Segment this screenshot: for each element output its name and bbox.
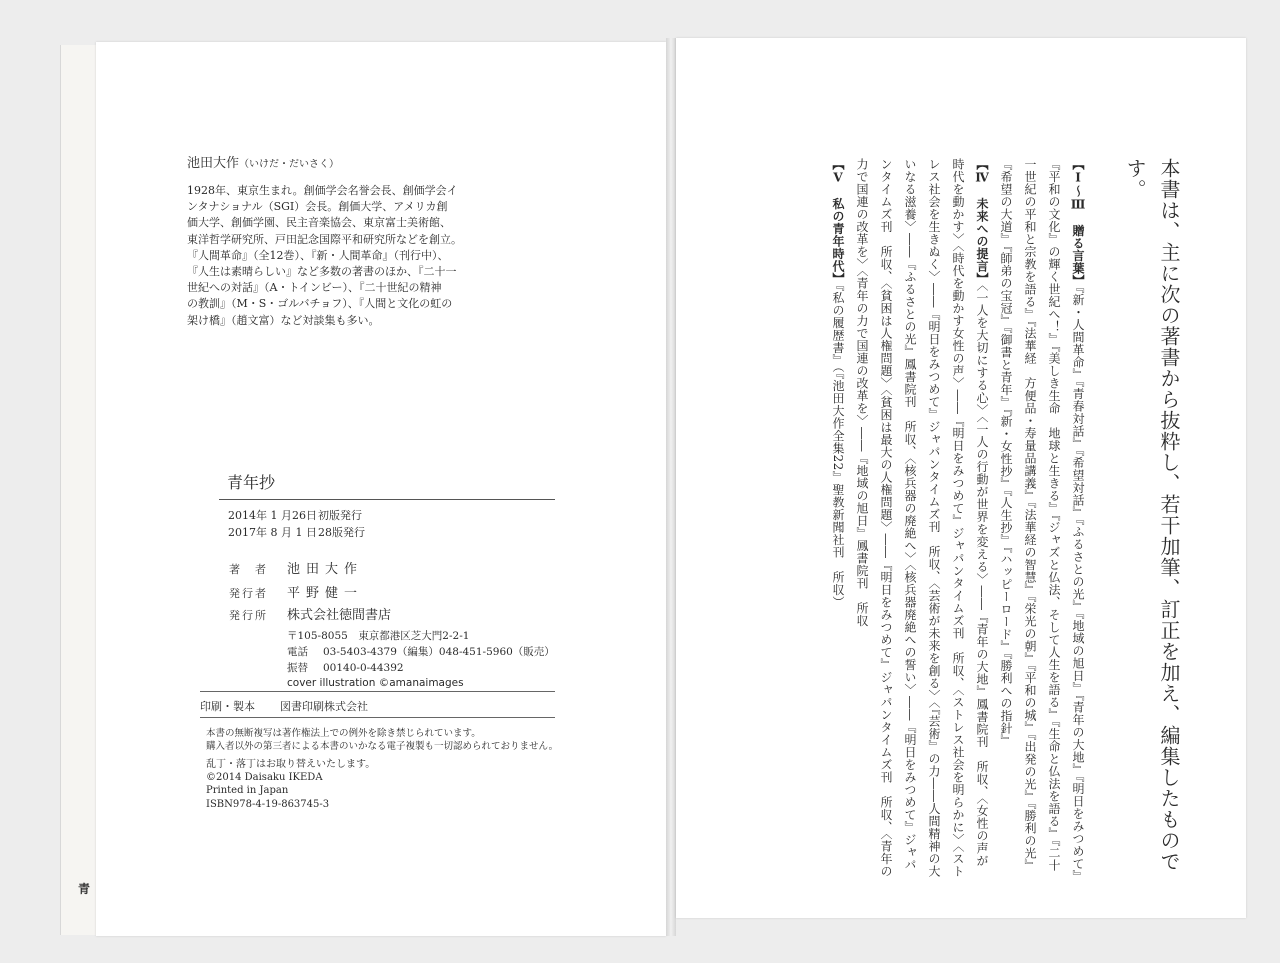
source-entry (994, 158, 1090, 878)
address-key: 電話 (287, 646, 308, 658)
copyright-notice (206, 727, 558, 753)
printing-key: 印刷・製本 (200, 700, 255, 713)
address-value: 00140-0-44392 (323, 662, 404, 674)
edition-label: 28版発行 (318, 526, 365, 539)
bio-line: 『人間革命』（全12巻）、『新・人間革命』（刊行中）、 (187, 248, 449, 262)
bio-line: 1928年、東京生まれ。創価学会名誉会長、創価学会イ (187, 184, 458, 197)
misc-line: Printed in Japan (206, 785, 289, 797)
credit-label: 発行者 (229, 587, 268, 600)
credit-value: 平野健一 (287, 586, 364, 601)
edition-row (228, 507, 362, 523)
cover-credit: cover illustration ©amanaimages (287, 677, 464, 689)
address-key: 振替 (287, 662, 308, 674)
credit-value: 池田大作 (287, 562, 364, 577)
author-heading (187, 152, 339, 171)
section-tag: 【Ⅴ 私の青年時代】 (831, 158, 845, 285)
edition-label: 初版発行 (318, 509, 362, 522)
edition-date: 2014年 1 月26日 (228, 509, 317, 522)
address-line (287, 628, 469, 643)
credit-label: 発行所 (229, 609, 268, 622)
entry-text: 〈一人を大切にする心〉〈一人の行動が世界を変える〉――『青年の大地』鳳書院刊 所収、〈女性の声が時代を動かす〉〈時代を動かす女性の声〉――『明日をみつめて』ジャパンタイムズ刊 所収、〈ストレス社会を明らかに〉〈ストレス社会を生きぬく〉――『明日をみつめて』ジャパンタイムズ刊 所収、〈芸術が未来を創る〉〈『芸術』の力――人間精神の大いなる滋養〉――『ふるさとの光』鳳書院刊 所収、〈核兵器の廃絶へ〉〈核兵器廃絶への誓い〉――『明日をみつめて』ジャパンタイムズ刊 所収、〈貧困は人権問題〉〈貧困は最大の人権問題〉――『明日をみつめて』ジャパンタイムズ刊 所収、〈青年の力で国連の改革を〉〈青年の力で国連の改革を〉――『地域の旭日』鳳書院刊 所収 (855, 158, 989, 878)
entry-text: 『新・人間革命』『青春対話』『希望対話』『ふるさとの光』『地域の旭日』『青年の大地』『明日をみつめて』『平和の文化』の輝く世紀へ！』『美しき生命 地球と生きる』『ジャズと仏法、そして人生を語る』『生命と仏法を語る』『二十一世紀の平和と宗教を語る』『法華経 方便品・寿量品講義』『法華経の智慧』『栄光の朝』『平和の城』『出発の光』『勝利の光』『希望の大道』『師弟の宝冠』『御書と青年』『新・女性抄』『人生抄』『ハッピーロード』『勝利への指針』 (999, 158, 1085, 877)
bio-line: の教訓』（M・S・ゴルバチョフ）、『人間と文化の虹の (187, 297, 453, 311)
edition-row (228, 524, 365, 540)
phone-line (287, 644, 555, 659)
sources-heading: 本書は、主に次の著書から抜粋し、若干加筆、訂正を加え、編集したものです。 (1123, 158, 1181, 872)
author-ruby: （いけだ・だいさく） (239, 159, 340, 170)
printing-line (200, 698, 368, 714)
entry-text: 『私の履歴書』（『池田大作全集22』聖教新聞社刊 所収） (831, 285, 845, 609)
print-divider (200, 691, 555, 692)
credit-label: 著 者 (229, 563, 268, 576)
credit-publisher (229, 604, 391, 623)
author-name: 池田大作 (187, 156, 240, 171)
address-value: 03-5403-4379（編集）048-451-5960（販売） (323, 646, 555, 658)
address-value: 東京都港区芝大門2-2-1 (358, 630, 470, 642)
bio-line: 『人生は素晴らしい』など多数の著書のほか、『二十一 (187, 265, 457, 279)
credit-author (229, 558, 363, 577)
print-divider (200, 717, 555, 718)
credit-value: 株式会社徳間書店 (287, 608, 392, 623)
sources-vertical-text (826, 158, 1186, 878)
book-edge (60, 45, 101, 935)
misc-line: 乱丁・落丁はお取り替えいたします。 (206, 759, 376, 770)
book-gutter (666, 38, 676, 936)
credit-publisher-person (229, 582, 363, 601)
notice-line: 購入者以外の第三者による本書のいかなる電子複製も一切認められておりません。 (206, 741, 559, 752)
section-tag: 【Ⅳ 未来への提言】 (975, 158, 989, 285)
author-bio (187, 183, 507, 329)
spine-label: 青 (78, 882, 91, 896)
address-key: 〒105-8055 (287, 630, 348, 642)
section-tag: 【Ⅰ～Ⅲ 贈る言葉】 (1071, 158, 1085, 287)
bio-line: 価大学、創価学園、民主音楽協会、東京富士美術館、 (187, 216, 451, 230)
bio-line: ンタナショナル（SGI）会長。創価大学、アメリカ創 (187, 200, 448, 214)
misc-line: ©2014 Daisaku IKEDA (206, 772, 323, 784)
book-title: 青年抄 (227, 473, 276, 492)
left-page (96, 42, 666, 936)
transfer-line (287, 660, 404, 675)
source-entry (826, 158, 850, 878)
bio-line: 架け橋』（趙文富）など対談集も多い。 (187, 313, 380, 327)
isbn: ISBN978-4-19-863745-3 (206, 798, 330, 810)
title-divider (219, 499, 555, 500)
printing-value: 図書印刷株式会社 (280, 700, 368, 713)
bio-line: 東洋哲学研究所、戸田記念国際平和研究所などを創立。 (187, 232, 462, 246)
notice-line: 本書の無断複写は著作権法上での例外を除き禁じられています。 (206, 728, 481, 739)
source-entry (850, 158, 994, 878)
edition-date: 2017年 8 月 1 日 (228, 526, 317, 539)
bio-line: 世紀への対話』（A・トインビー）、『二十世紀の精神 (187, 281, 442, 295)
colophon-misc (206, 758, 375, 811)
